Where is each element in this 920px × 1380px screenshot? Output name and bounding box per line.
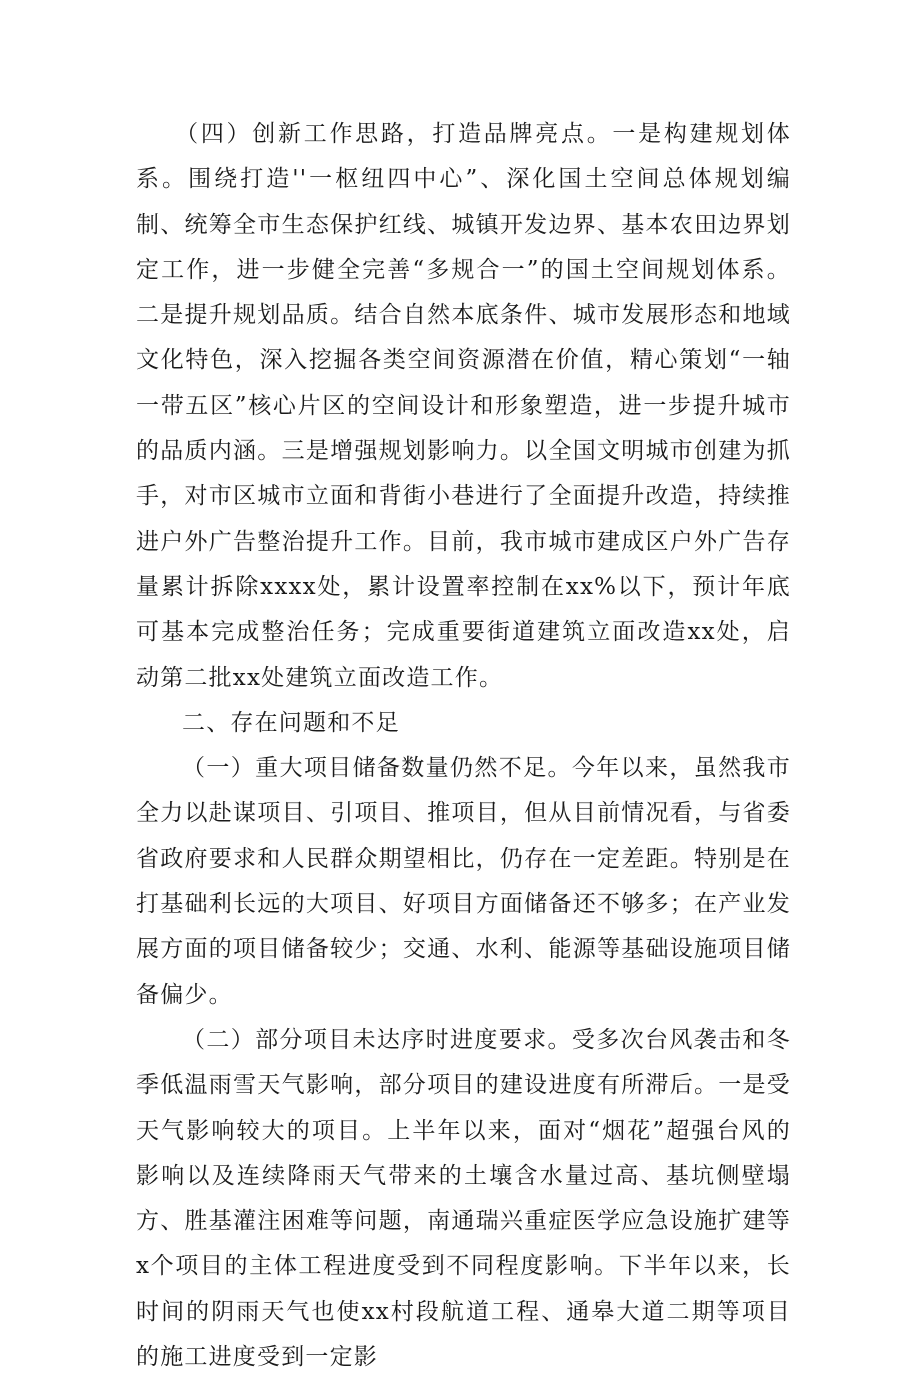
document-body	[136, 112, 791, 1380]
paragraph-innovation-work: （四）创新工作思路，打造品牌亮点。一是构建规划体系。围绕打造''一枢纽四中心”、深化国土空间总体规划编制、统筹全市生态保护红线、城镇开发边界、基本农田边界划定工作，进一步健全完善“多规合一”的国土空间规划体系。二是提升规划品质。结合自然本底条件、城市发展形态和地域文化特色，深入挖掘各类空间资源潜在价值，精心策划“一轴一带五区”核心片区的空间设计和形象塑造，进一步提升城市的品质内涵。三是增强规划影响力。以全国文明城市创建为抓手，对市区城市立面和背街小巷进行了全面提升改造，持续推进户外广告整治提升工作。目前，我市城市建成区户外广告存量累计拆除xxxx处，累计设置率控制在xx%以下，预计年底可基本完成整治任务；完成重要街道建筑立面改造xx处，启动第二批xx处建筑立面改造工作。	[136, 121, 791, 691]
paragraph-project-progress: （二）部分项目未达序时进度要求。受多次台风袭击和冬季低温雨雪天气影响，部分项目的建设进度有所滞后。一是受天气影响较大的项目。上半年以来，面对“烟花”超强台风的影响以及连续降雨天气带来的土壤含水量过高、基坑侧壁塌方、胜基灌注困难等问题，南通瑞兴重症医学应急设施扩建等x个项目的主体工程进度受到不同程度影响。下半年以来，长时间的阴雨天气也使xx村段航道工程、通皋大道二期等项目的施工进度受到一定影	[136, 1026, 791, 1371]
paragraph-project-reserve: （一）重大项目储备数量仍然不足。今年以来，虽然我市全力以赴谋项目、引项目、推项目，但从目前情况看，与省委省政府要求和人民群众期望相比，仍存在一定差距。特别是在打基础利长远的大项目、好项目方面储备还不够多；在产业发展方面的项目储备较少；交通、水利、能源等基础设施项目储备偏少。	[136, 755, 791, 1008]
section-heading-problems: 二、存在问题和不足	[182, 709, 400, 736]
